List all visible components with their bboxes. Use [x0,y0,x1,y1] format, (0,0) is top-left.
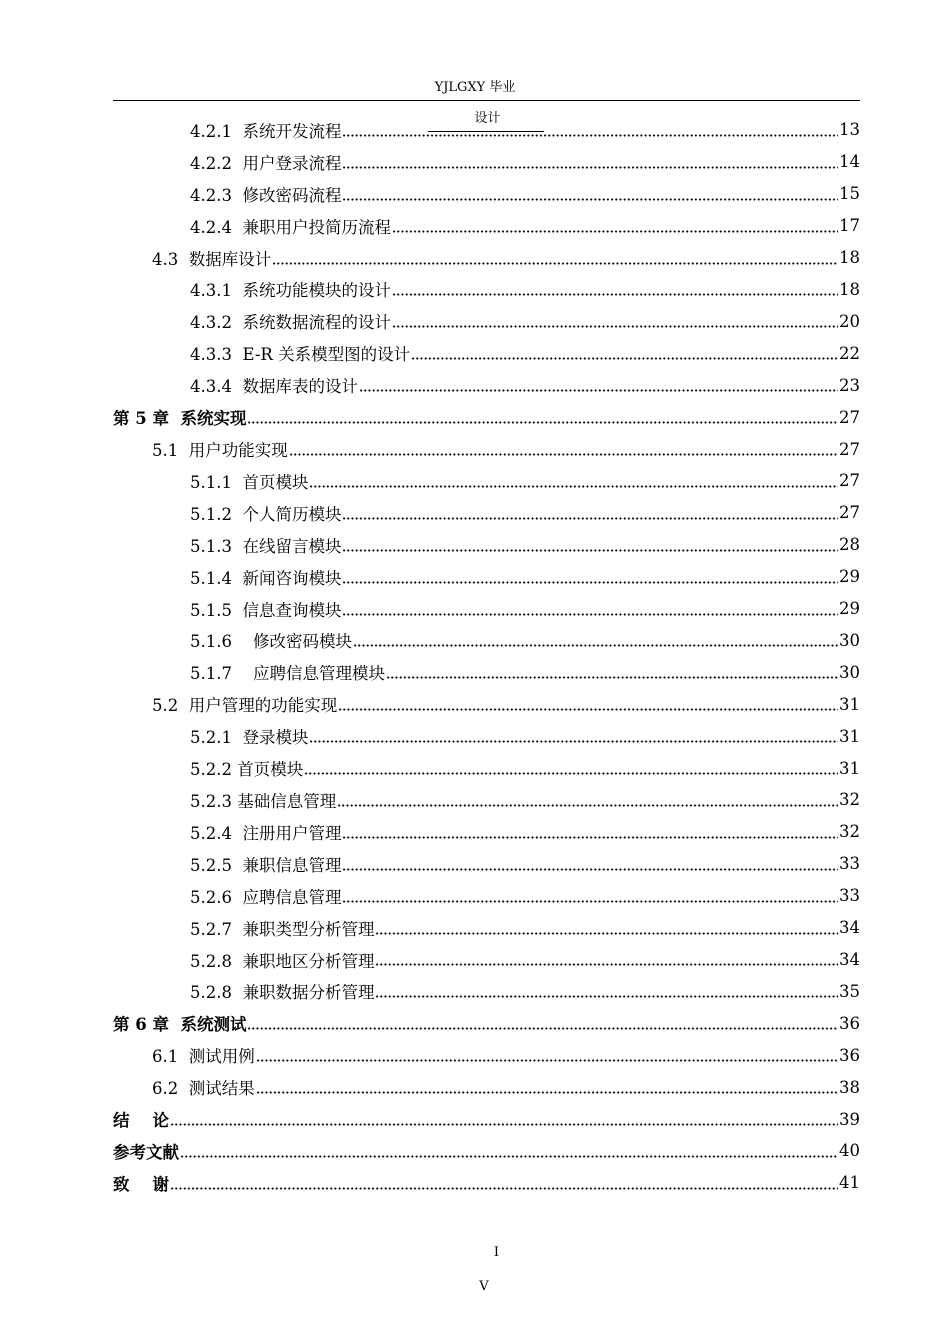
toc-dot-leader [342,544,838,552]
toc-entry-label: 5.1.3 在线留言模块 [190,536,342,556]
toc-dot-leader [338,703,838,711]
table-of-contents [113,114,860,1199]
toc-entry[interactable] [113,848,860,880]
toc-entry-page-number: 27 [839,503,860,523]
toc-entry[interactable] [113,497,860,529]
toc-entry-page-number: 13 [839,120,860,140]
toc-entry-label: 4.3.1 系统功能模块的设计 [190,281,391,301]
toc-entry[interactable] [113,1135,860,1167]
toc-entry-page-number: 27 [839,407,860,427]
toc-entry-page-number: 31 [839,726,860,746]
toc-entry-label: 4.3 数据库设计 [152,249,272,269]
toc-dot-leader [256,1086,838,1094]
toc-dot-leader [289,448,838,456]
toc-entry-label: 5.2.7 兼职类型分析管理 [190,919,375,939]
toc-dot-leader [256,1054,838,1062]
toc-entry[interactable] [113,337,860,369]
toc-entry[interactable] [113,114,860,146]
toc-entry[interactable] [113,656,860,688]
toc-dot-leader [392,225,838,233]
toc-entry-label: 第 6 章 系统测试 [113,1015,247,1035]
toc-entry-page-number: 29 [839,567,860,587]
toc-entry-page-number: 35 [839,981,860,1001]
toc-entry-label: 4.2.3 修改密码流程 [190,185,342,205]
toc-entry[interactable] [113,688,860,720]
toc-dot-leader [342,129,838,137]
toc-entry[interactable] [113,975,860,1007]
toc-dot-leader [392,288,838,296]
toc-entry-page-number: 15 [839,184,860,204]
toc-entry-page-number: 23 [839,375,860,395]
toc-entry-label: 4.3.4 数据库表的设计 [190,377,358,397]
toc-dot-leader [247,416,838,424]
toc-entry-label: 5.1.7 应聘信息管理模块 [190,664,385,684]
toc-entry-label: 5.2.1 登录模块 [190,728,309,748]
toc-entry-label: 6.2 测试结果 [152,1079,255,1099]
toc-dot-leader [375,958,838,966]
toc-entry[interactable] [113,1103,860,1135]
toc-entry-page-number: 41 [839,1173,860,1193]
toc-dot-leader [309,480,838,488]
toc-entry-page-number: 17 [839,216,860,236]
toc-entry[interactable] [113,433,860,465]
toc-entry-label: 5.2.4 注册用户管理 [190,823,342,843]
toc-entry[interactable] [113,529,860,561]
toc-entry-page-number: 27 [839,471,860,491]
toc-entry-page-number: 29 [839,599,860,619]
toc-entry-label: 致 谢 [113,1174,169,1194]
toc-entry-label: 第 5 章 系统实现 [113,409,247,429]
toc-entry-label: 4.2.4 兼职用户投简历流程 [190,217,391,237]
toc-entry[interactable] [113,146,860,178]
toc-dot-leader [342,193,838,201]
toc-dot-leader [342,608,838,616]
toc-entry-label: 5.2.8 兼职地区分析管理 [190,951,375,971]
toc-entry-label: 5.1.1 首页模块 [190,472,309,492]
toc-dot-leader [180,1150,838,1158]
toc-dot-leader [392,320,838,328]
toc-entry-page-number: 30 [839,630,860,650]
toc-entry-label: 参考文献 [113,1142,179,1162]
page-number-v: V [479,1279,489,1294]
toc-dot-leader [304,767,838,775]
toc-entry-label: 5.1.2 个人简历模块 [190,504,342,524]
toc-entry[interactable] [113,401,860,433]
toc-entry-page-number: 31 [839,758,860,778]
toc-entry-page-number: 38 [839,1077,860,1097]
toc-dot-leader [359,384,838,392]
toc-entry-page-number: 30 [839,662,860,682]
toc-entry-label: 5.1 用户功能实现 [152,441,288,461]
toc-dot-leader [170,1182,838,1190]
toc-entry-page-number: 18 [839,279,860,299]
toc-entry[interactable] [113,912,860,944]
toc-entry-label: 5.2.8 兼职数据分析管理 [190,983,375,1003]
toc-entry[interactable] [113,274,860,306]
toc-entry-page-number: 18 [839,248,860,268]
toc-entry[interactable] [113,593,860,625]
toc-entry[interactable] [113,625,860,657]
toc-entry[interactable] [113,1071,860,1103]
toc-dot-leader [353,639,838,647]
toc-entry-page-number: 33 [839,854,860,874]
toc-entry-page-number: 34 [839,918,860,938]
toc-entry-page-number: 27 [839,439,860,459]
toc-entry-label: 4.3.2 系统数据流程的设计 [190,313,391,333]
running-header-line2: 设计 [474,111,501,126]
toc-entry-label: 4.2.1 系统开发流程 [190,121,342,141]
toc-entry[interactable] [113,1167,860,1199]
toc-entry-label: 5.2.5 兼职信息管理 [190,855,342,875]
toc-entry[interactable] [113,465,860,497]
toc-entry-label: 6.1 测试用例 [152,1047,255,1067]
toc-entry-page-number: 36 [839,1045,860,1065]
toc-entry-page-number: 28 [839,535,860,555]
toc-entry[interactable] [113,880,860,912]
toc-entry[interactable] [113,210,860,242]
toc-entry-page-number: 36 [839,1013,860,1033]
toc-entry-label: 4.2.2 用户登录流程 [190,153,342,173]
toc-dot-leader [342,512,838,520]
toc-entry[interactable] [113,1007,860,1039]
toc-entry-page-number: 20 [839,311,860,331]
toc-dot-leader [342,576,838,584]
toc-dot-leader [309,735,838,743]
toc-dot-leader [342,895,838,903]
toc-entry-page-number: 32 [839,822,860,842]
toc-dot-leader [375,990,838,998]
toc-entry[interactable] [113,242,860,274]
toc-dot-leader [386,671,838,679]
toc-entry-page-number: 14 [839,152,860,172]
running-header-line1: YJLGXY 毕业 [434,80,516,95]
toc-entry-page-number: 34 [839,950,860,970]
header-rule [113,100,860,101]
toc-entry-label: 5.1.6 修改密码模块 [190,632,352,652]
toc-dot-leader [342,831,838,839]
toc-entry-page-number: 31 [839,694,860,714]
toc-entry-label: 5.2.6 应聘信息管理 [190,887,342,907]
toc-entry[interactable] [113,784,860,816]
toc-entry[interactable] [113,816,860,848]
toc-entry-label: 5.1.4 新闻咨询模块 [190,568,342,588]
toc-entry-page-number: 32 [839,790,860,810]
toc-entry[interactable] [113,720,860,752]
toc-dot-leader [411,352,838,360]
toc-entry-page-number: 33 [839,886,860,906]
toc-entry-label: 4.3.3 E-R 关系模型图的设计 [190,345,411,365]
toc-entry[interactable] [113,944,860,976]
toc-entry-page-number: 39 [839,1109,860,1129]
toc-entry-label: 5.2 用户管理的功能实现 [152,696,338,716]
toc-entry-page-number: 22 [839,343,860,363]
toc-entry[interactable] [113,561,860,593]
page-number-roman: I [493,1245,500,1260]
toc-dot-leader [272,257,838,265]
toc-entry[interactable] [113,305,860,337]
toc-entry-label: 5.2.2 首页模块 [190,760,304,780]
toc-dot-leader [170,1118,838,1126]
toc-dot-leader [342,863,838,871]
toc-entry-label: 5.2.3 基础信息管理 [190,791,337,811]
toc-entry[interactable] [113,369,860,401]
toc-entry[interactable] [113,752,860,784]
toc-entry-page-number: 40 [839,1141,860,1161]
toc-dot-leader [342,161,838,169]
toc-dot-leader [247,1022,838,1030]
toc-entry[interactable] [113,178,860,210]
toc-dot-leader [337,799,838,807]
toc-dot-leader [375,927,838,935]
toc-entry-label: 5.1.5 信息查询模块 [190,600,342,620]
toc-entry-label: 结 论 [113,1111,169,1131]
toc-entry[interactable] [113,1039,860,1071]
